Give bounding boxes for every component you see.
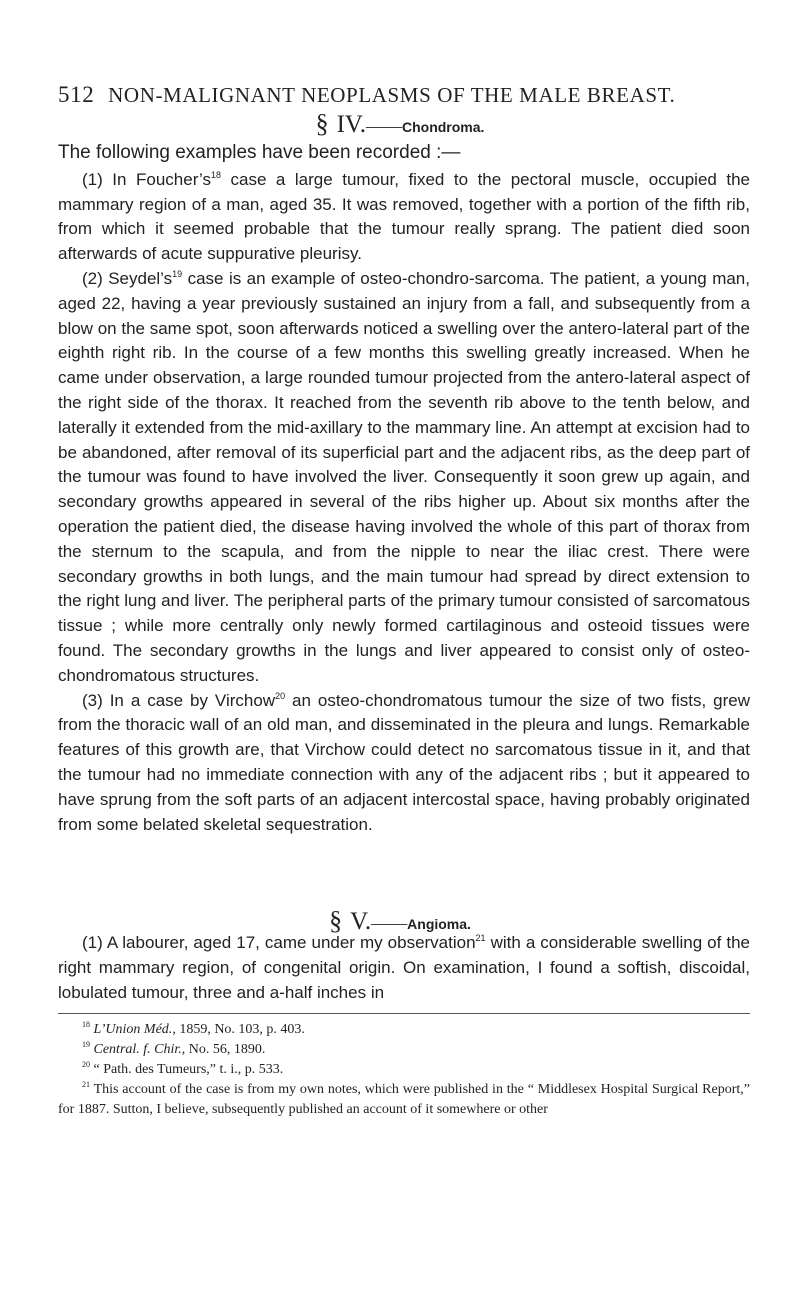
footnote-source: Central. f. Chir. (93, 1042, 182, 1057)
running-title: NON-MALIGNANT NEOPLASMS OF THE MALE BREAST. (108, 83, 676, 107)
case-lead: (1) A labourer, aged 17, came under my observation (82, 933, 476, 952)
footnote-ref: 20 (275, 690, 286, 701)
footnote (58, 1040, 750, 1060)
case-lead: (3) In a case by Virchow (82, 690, 276, 710)
intro-line: The following examples have been recorded :— (58, 142, 461, 163)
section-symbol: § (329, 906, 343, 935)
paragraph-case-2 (58, 267, 750, 689)
section-symbol: § (315, 109, 329, 138)
footnote (58, 1060, 750, 1080)
footnote-ref: 21 (475, 933, 486, 943)
paragraph-case-3 (58, 689, 750, 838)
section-title: Angioma. (407, 916, 471, 932)
page-number: 512 (58, 82, 95, 107)
section-number: IV. (336, 111, 366, 138)
case-text: an osteo-chondromatous tumour the size of two fists, grew from the thoracic wall of an old man, and disseminated in the pleura and lungs. Remarkable features of this growth are, that Virchow could detect no sarcomatous tissue in it, and that the tumour had no immediate connection with any of the adjacent ribs ; but it appeared to have sprung from the soft parts of an adjacent intercostal space, having probably originated from some belated skeletal sequestration. (58, 690, 750, 834)
section-number: V. (350, 908, 372, 935)
running-header (58, 82, 748, 108)
footnote-mark: 19 (82, 1040, 90, 1049)
case-text: case is an example of osteo-chondro-sarcoma. The patient, a young man, aged 22, having a year previously sustained an injury from a fall, and subsequently from a blow on the same spot, soon afterwards noticed a swelling over the antero-lateral part of the eighth right rib. In the course of a few months this swelling greatly increased. When he came under observation, a large rounded tumour projected from the antero-lateral aspect of the right side of the thorax. It reached from the seventh rib above to the tenth below, and laterally it extended from the mid-axillary to the mammary line. An attempt at excision had to be abandoned, after removal of its superficial part and the adjacent ribs, as the deep part of the tumour was found to have involved the liver. Consequently it soon grew up again, and secondary growths appeared in several of the ribs higher up. About six months after the operation the patient died, the disease having involved the whole of this part of thorax from the sternum to the scapula, and from the nipple to near the iliac crest. There were secondary growths in both lungs, and the main tumour had spread by direct extension to the right lung and liver. The peripheral parts of the primary tumour consisted of sarcomatous tissue ; while more centrally only newly formed cartilaginous and osteoid tissues were found. The secondary growths in the lungs and liver appeared to consist only of osteo-chondromatous structures. (58, 268, 750, 685)
section-heading-chondroma (0, 109, 800, 139)
footnote-mark: 20 (82, 1060, 90, 1069)
footnote (58, 1020, 750, 1040)
footnote-text: , No. 56, 1890. (181, 1042, 266, 1057)
footnotes (58, 1020, 750, 1120)
section-dash: —— (371, 913, 408, 933)
chondroma-text (58, 141, 750, 837)
footnote-text: This account of the case is from my own notes, which were published in the “ Middlesex Hospital Surgical Report,” for 1887. Sutton, I believe, subsequently published an account of it somewhere or other (58, 1082, 750, 1117)
footnote-source: L’Union Méd. (93, 1022, 173, 1037)
case-text: with a considerable swelling of the right mammary region, of congenital origin. On examination, I found a softish, discoidal, lobulated tumour, three and a-half inches in (58, 933, 750, 1002)
footnote-ref: 18 (210, 169, 221, 180)
angioma-text (58, 931, 750, 1005)
paragraph-angioma-case-1 (58, 931, 750, 1005)
case-text: case a large tumour, fixed to the pectoral muscle, occupied the mammary region of a man, aged 35. It was removed, together with a portion of the fifth rib, from which it seemed probable that the tumour really sprang. The patient died soon afterwards of acute suppurative pleurisy. (58, 169, 751, 264)
footnote-divider (58, 1013, 750, 1014)
case-lead: (1) In Foucher’s (82, 169, 211, 189)
footnote-ref: 19 (172, 268, 183, 279)
section-title: Chondroma. (401, 119, 485, 135)
footnote-text: , 1859, No. 103, p. 403. (172, 1022, 305, 1037)
section-dash: —— (365, 116, 402, 136)
paragraph-case-1 (58, 168, 750, 267)
footnote-mark: 21 (82, 1080, 90, 1089)
footnote (58, 1080, 750, 1120)
footnote-text: “ Path. des Tumeurs,” t. i., p. 533. (90, 1062, 284, 1077)
footnote-mark: 18 (82, 1020, 90, 1029)
case-lead: (2) Seydel’s (82, 268, 173, 288)
